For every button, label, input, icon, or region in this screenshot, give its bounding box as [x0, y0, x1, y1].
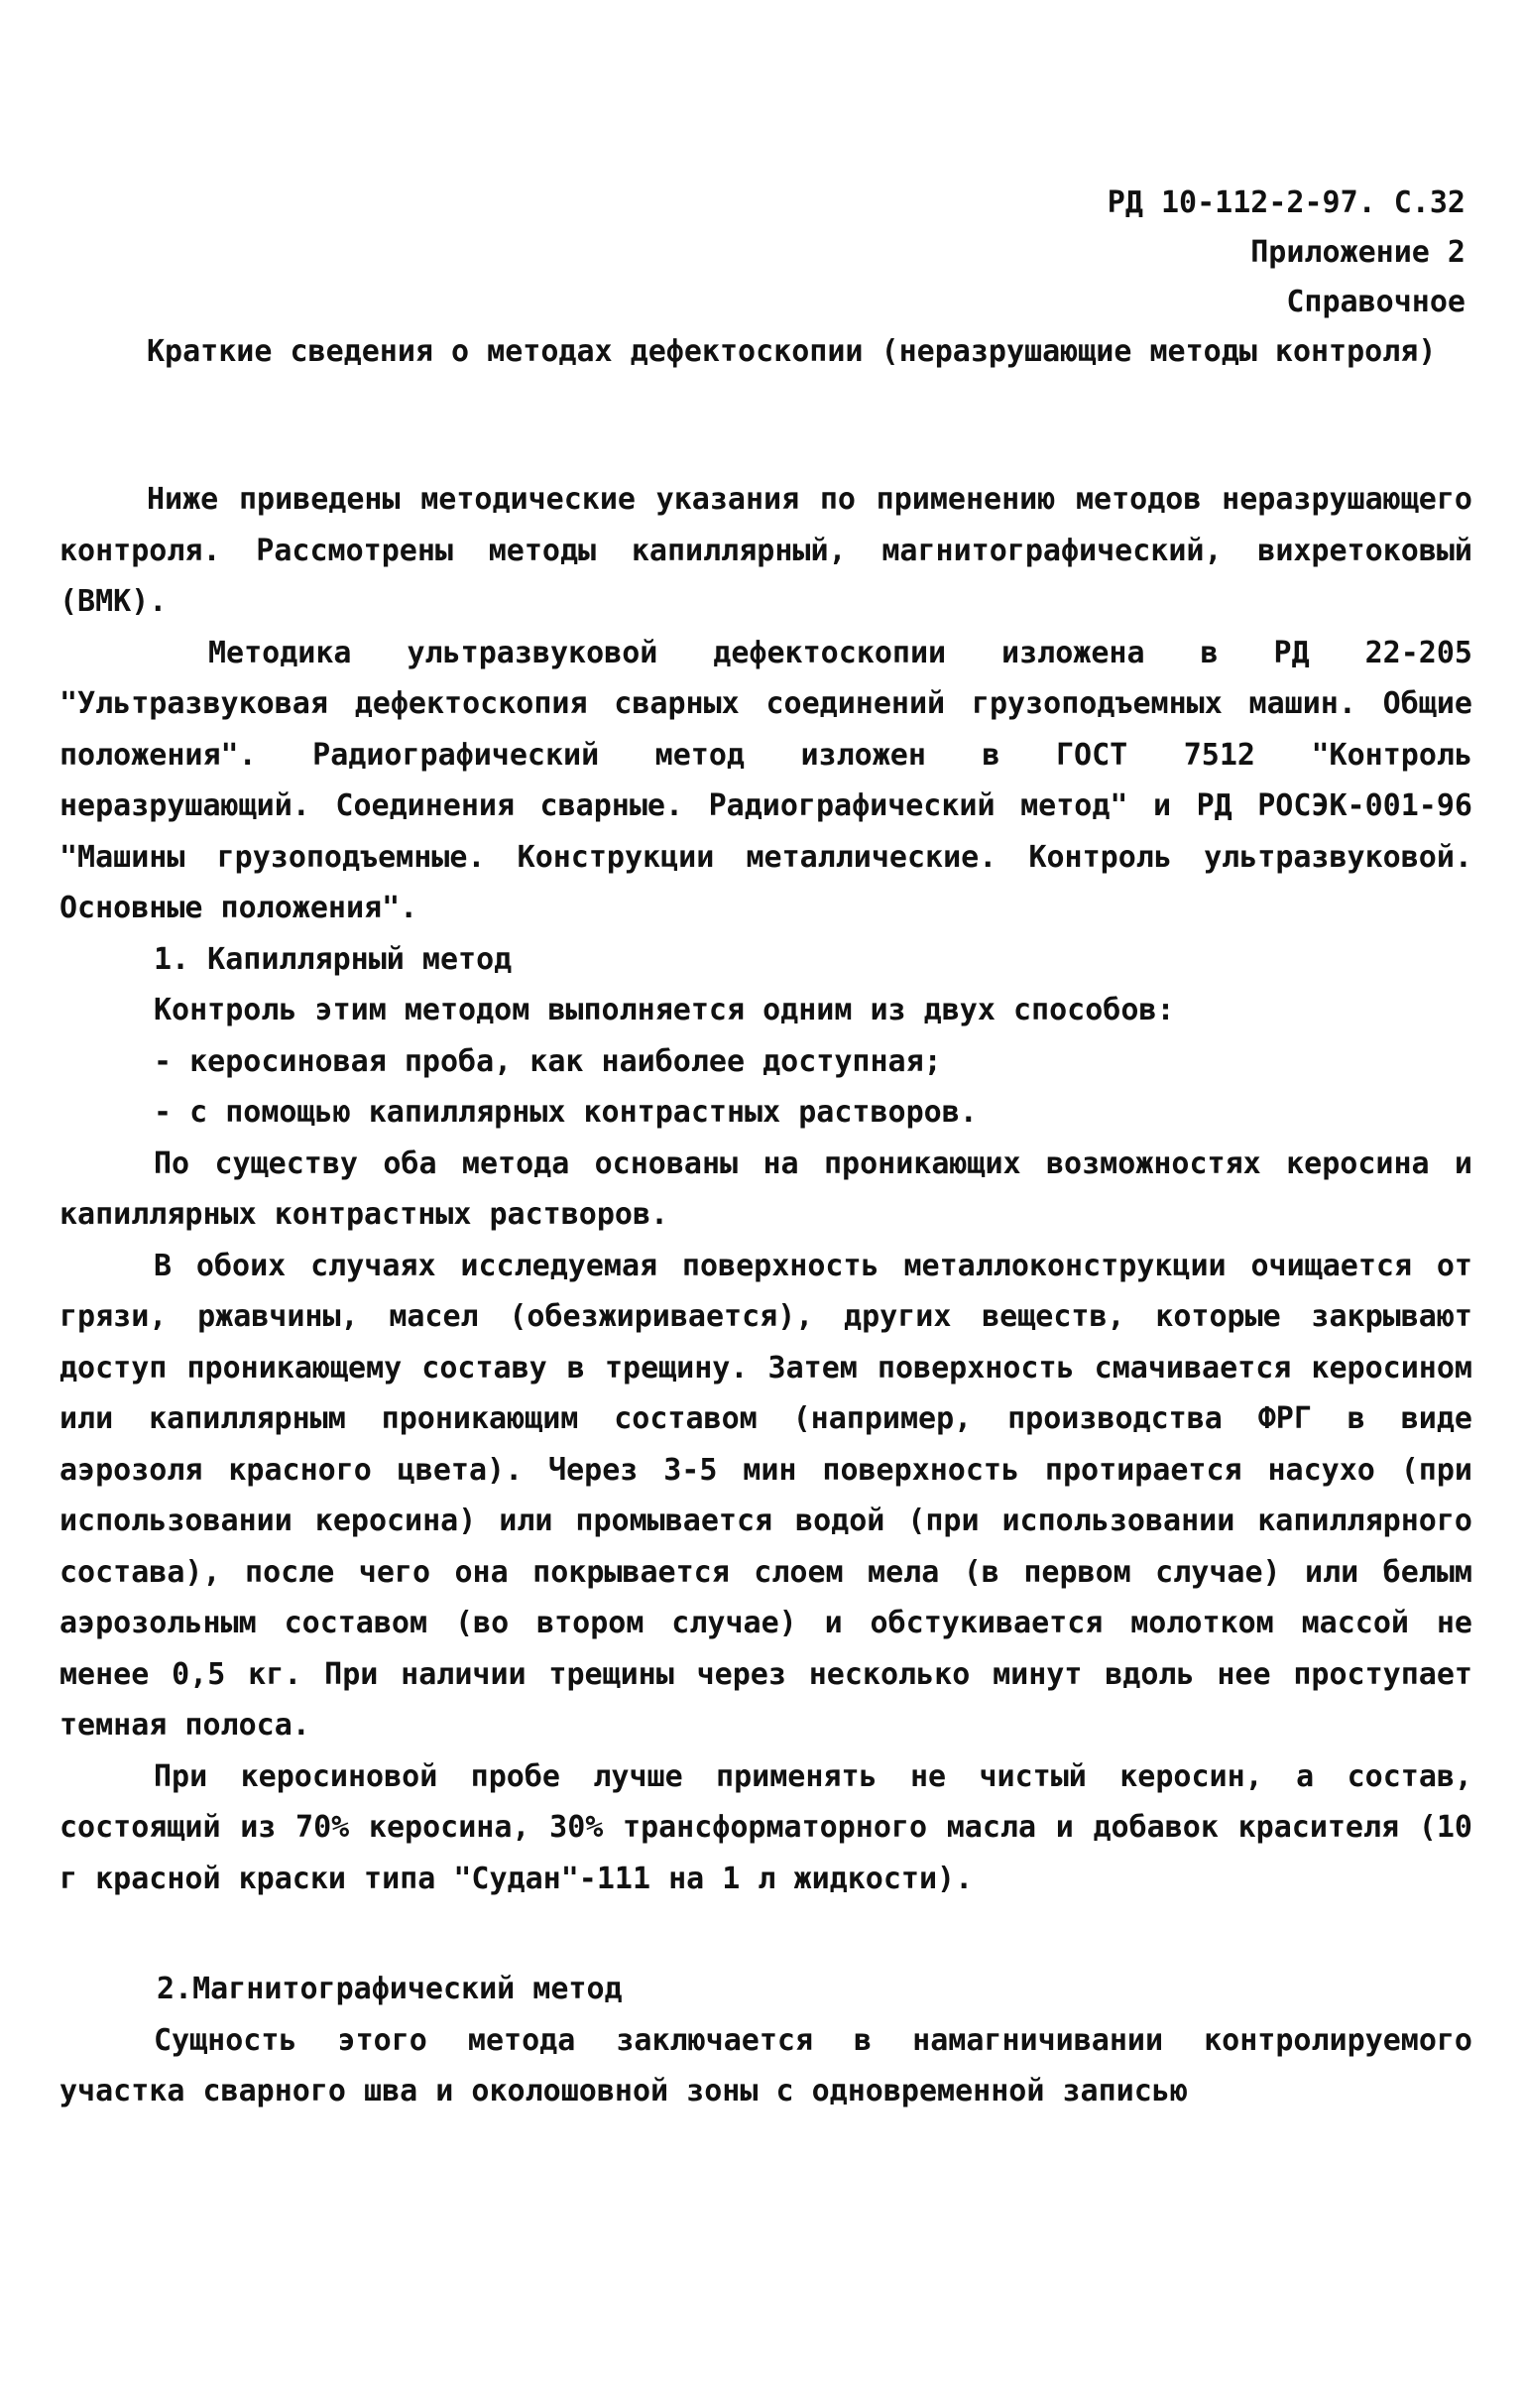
section-1-list-item: - керосиновая проба, как наиболее доступная; — [154, 1043, 942, 1079]
section-1-paragraph: По существу оба метода основаны на проникающих возможностях керосина и капиллярных контрастных растворов. — [59, 1145, 1472, 1232]
reference-note: Справочное — [1286, 285, 1466, 319]
section-1-list-item: - с помощью капиллярных контрастных растворов. — [154, 1095, 978, 1130]
section-spacer — [59, 1904, 1472, 1964]
document-reference: РД 10-112-2-97. С.32 — [1107, 185, 1466, 220]
document-title: Краткие сведения о методах дефектоскопии (неразрушающие методы контроля) — [147, 334, 1437, 369]
section-2-paragraph: Сущность этого метода заключается в намагничивании контролируемого участка сварного шва и околошовной зоны с одновременной записью — [59, 2022, 1472, 2108]
ultrasound-paragraph: Методика ультразвуковой дефектоскопии изложена в РД 22-205 "Ультразвуковая дефектоскопия сварных соединений грузоподъемных машин. Общие положения". Радиографический метод изложен в ГОСТ 7512 "Контроль неразрушающий. Соединения сварные. Радиографический метод" и РД РОСЭК-001-96 "Машины грузоподъемные. Конструкции металлические. Контроль ультразвуковой. Основные положения". — [59, 635, 1472, 925]
appendix-label: Приложение 2 — [1250, 235, 1466, 270]
section-1-paragraph: В обоих случаях исследуемая поверхность металлоконструкции очищается от грязи, ржавчины, масел (обезжиривается), других веществ, которые закрывают доступ проникающему составу в трещину. Затем поверхность смачивается керосином или капиллярным проникающим составом (например, производства ФРГ в виде аэрозоля красного цвета). Через 3-5 мин поверхность протирается насухо (при использовании керосина) или промывается водой (при использовании капиллярного состава), после чего она покрывается слоем мела (в первом случае) или белым аэрозольным составом (во втором случае) и обстукивается молотком массой не менее 0,5 кг. При наличии трещины через несколько минут вдоль нее проступает темная полоса. — [59, 1248, 1472, 1743]
intro-paragraph: Ниже приведены методические указания по применению методов неразрушающего контроля. Рассмотрены методы капиллярный, магнитографический, вихретоковый (ВМК). — [59, 482, 1472, 619]
document-body — [59, 474, 1472, 2117]
section-1-intro: Контроль этим методом выполняется одним из двух способов: — [154, 993, 1175, 1027]
page-header — [871, 179, 1466, 327]
section-1-paragraph: При керосиновой пробе лучше применять не чистый керосин, а состав, состоящий из 70% керосина, 30% трансформаторного масла и добавок красителя (10 г красной краски типа "Судан"-111 на 1 л жидкости). — [59, 1758, 1472, 1896]
section-2-heading: 2.Магнитографический метод — [157, 1972, 623, 2006]
section-1-heading: 1. Капиллярный метод — [154, 941, 513, 977]
